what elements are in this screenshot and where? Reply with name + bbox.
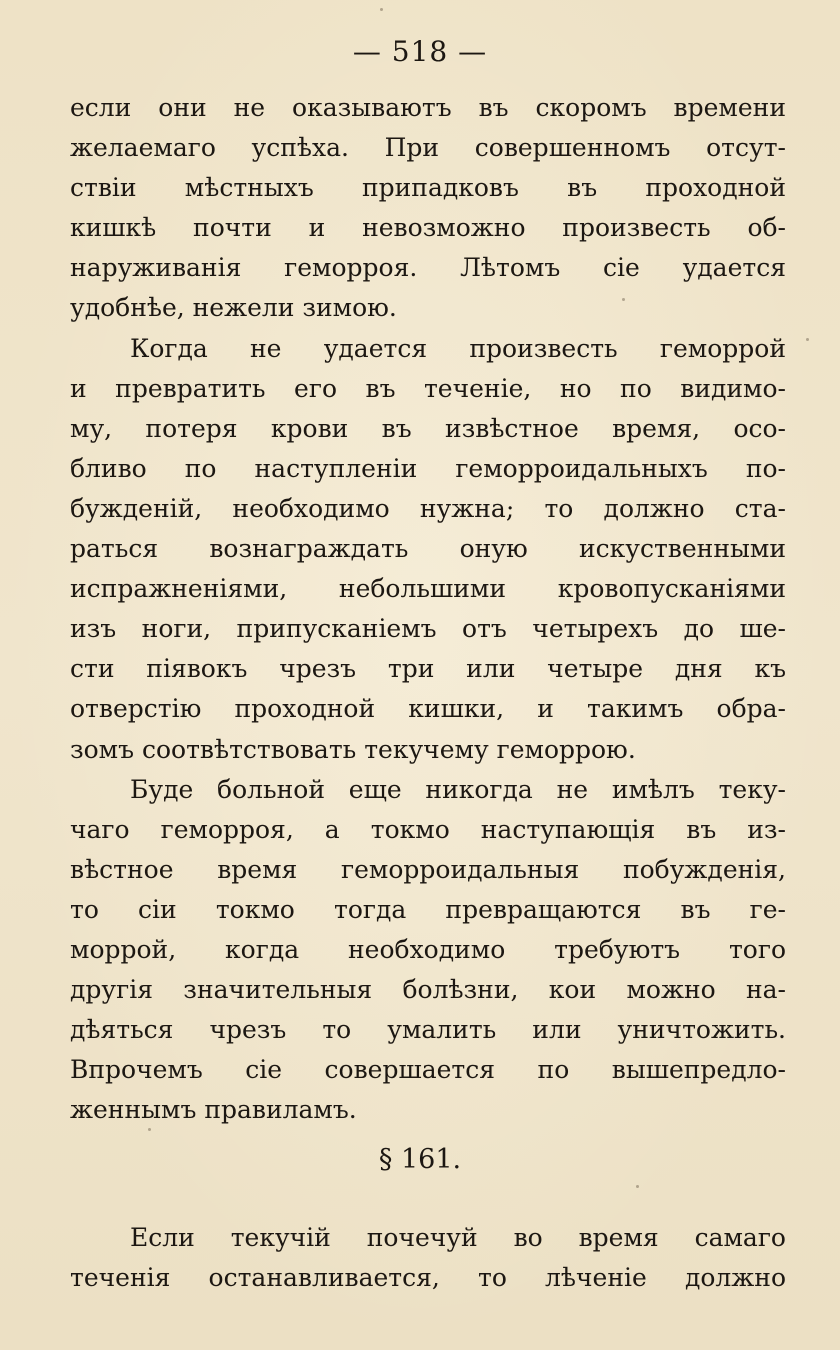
- text-line: если они не оказываютъ въ скоромъ времени: [70, 93, 786, 122]
- text-line: кишкѣ почти и невозможно произвесть об-: [70, 213, 786, 243]
- text-line: удобнѣе, нежели зимою.: [70, 293, 397, 323]
- closing-text: [70, 1218, 786, 1298]
- paper-speck: [148, 1128, 151, 1131]
- text-line: женнымъ правиламъ.: [70, 1095, 357, 1125]
- paper-speck: [806, 338, 809, 341]
- text-line: раться вознаграждать оную искуственными: [70, 534, 786, 564]
- text-line: теченія останавливается, то лѣченіе должно: [70, 1263, 786, 1293]
- text-line: сти піявокъ чрезъ три или четыре дня къ: [70, 654, 786, 684]
- text-line: чаго геморроя, а токмо наступающія въ из-: [70, 814, 786, 844]
- text-line: другія значительныя болѣзни, кои можно на-: [70, 975, 786, 1005]
- text-line: Впрочемъ сіе совершается по вышепредло-: [70, 1055, 786, 1085]
- text-line: моррой, когда необходимо требуютъ того: [70, 934, 786, 964]
- text-line: испражненіями, небольшими кровопусканіями: [70, 574, 786, 604]
- paper-speck: [380, 8, 383, 11]
- text-line: вѣстное время геморроидальныя побужденія,: [70, 854, 786, 884]
- page-number: — 518 —: [352, 35, 488, 68]
- text-line: Когда не удается произвесть геморрой: [130, 333, 786, 363]
- text-line: му, потеря крови въ извѣстное время, осо-: [70, 413, 786, 443]
- text-line: Буде больной еще никогда не имѣлъ теку-: [130, 774, 786, 804]
- text-line: зомъ соотвѣтствовать текучему геморрою.: [70, 734, 636, 764]
- paper-speck: [622, 298, 625, 301]
- text-line: наруживанія геморроя. Лѣтомъ сіе удается: [70, 253, 786, 283]
- section-heading: § 161.: [378, 1144, 462, 1175]
- text-line: отверстію проходной кишки, и такимъ обра-: [70, 694, 786, 724]
- text-line: бливо по наступленіи геморроидальныхъ по-: [70, 453, 786, 483]
- text-line: бужденій, необходимо нужна; то должно ста-: [70, 493, 786, 523]
- text-line: дѣяться чрезъ то умалить или уничтожить.: [70, 1015, 786, 1045]
- text-line: изъ ноги, припусканіемъ отъ четырехъ до ше-: [70, 614, 786, 644]
- text-line: и превратить его въ теченіе, но по видимо-: [70, 373, 786, 403]
- main-text: [70, 88, 786, 1130]
- paper-speck: [636, 1185, 639, 1188]
- text-line: Если текучій почечуй во время самаго: [130, 1223, 786, 1252]
- text-line: ствіи мѣстныхъ припадковъ въ проходной: [70, 173, 786, 203]
- text-line: желаемаго успѣха. При совершенномъ отсут-: [70, 133, 786, 163]
- text-line: то сіи токмо тогда превращаются въ ге-: [70, 894, 786, 924]
